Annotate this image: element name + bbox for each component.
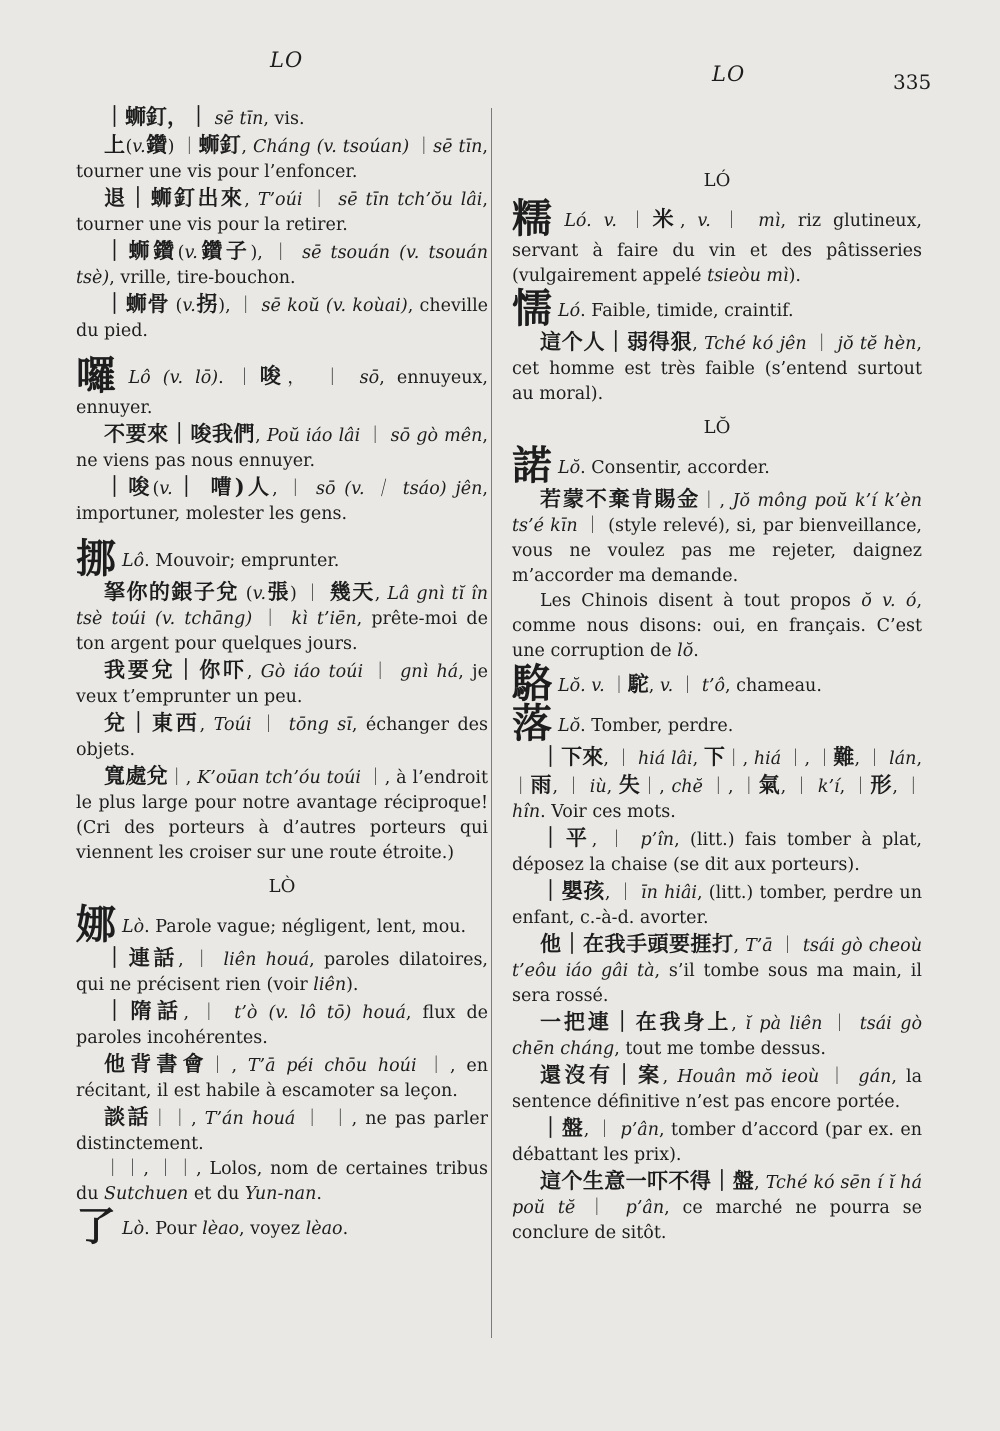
french-gloss: ,	[731, 1014, 746, 1034]
french-gloss: ,	[648, 676, 660, 696]
french-gloss: , ｜	[583, 1120, 621, 1140]
romanization: īn hiâi	[641, 883, 697, 903]
french-gloss: ｜	[252, 609, 292, 629]
romanization: mì	[758, 211, 781, 231]
entry-example	[512, 744, 922, 825]
french-gloss: , s’il tombe sous ma main, il sera rossé.	[512, 961, 922, 1006]
entry-example	[76, 291, 488, 344]
french-gloss: , (litt.) fais tomber à plat, déposez la chaise (se dit aux porteurs).	[512, 830, 922, 875]
french-gloss: , flux de paroles incohérentes.	[76, 1003, 488, 1048]
french-gloss: , ennuyeux, ennuyer.	[76, 368, 488, 418]
chinese-text: 若蒙不棄肯賜金	[540, 486, 701, 511]
french-gloss: ,	[246, 662, 261, 682]
romanization: Lô (v. lō)	[128, 368, 219, 388]
chinese-text: 他｜在我手頭要捱打	[540, 931, 734, 956]
romanization: v.	[182, 296, 196, 316]
french-gloss: , ｜	[854, 749, 890, 769]
chinese-text: 駝	[627, 671, 649, 696]
romanization: v.	[252, 584, 267, 604]
french-gloss: ｜ ｜, ne pas parler distinctement.	[76, 1109, 488, 1154]
dictionary-entry	[76, 901, 488, 948]
entry-example	[76, 1051, 488, 1104]
romanization: Sutchuen	[104, 1184, 189, 1204]
romanization: lán	[889, 749, 917, 769]
romanization: tōng sī	[288, 715, 352, 735]
french-gloss: , paroles dilatoires, qui ne précisent rien (voir	[76, 950, 488, 995]
chinese-text: 下	[703, 744, 725, 769]
french-gloss: , tourner une vis pour l’enfoncer.	[76, 137, 488, 182]
french-gloss: , cet homme est très faible (s’entend surtout au moral).	[512, 334, 922, 404]
romanization: gnì há	[400, 662, 459, 682]
romanization: Yun-nan	[244, 1184, 317, 1204]
french-gloss: ｜,	[208, 1056, 248, 1076]
french-gloss: ,	[754, 1173, 766, 1193]
entry-example	[512, 1009, 922, 1062]
headword-character: 落	[512, 700, 552, 747]
romanization: sē koŭ (v. koùai)	[261, 296, 408, 316]
entry-example	[512, 931, 922, 1009]
dictionary-entry	[512, 442, 922, 489]
chinese-text: 氣	[758, 772, 781, 797]
romanization: liên	[313, 975, 347, 995]
chinese-text: ｜嬰孩	[540, 878, 605, 903]
romanization: jŏ tĕ hèn	[837, 334, 917, 354]
romanization: p’ân	[620, 1120, 660, 1140]
french-gloss: , vrille, tire-bouchon.	[109, 268, 296, 288]
romanization: v.	[697, 211, 711, 231]
chinese-text: 蛳釘	[198, 132, 242, 157]
french-gloss: ｜,	[640, 777, 672, 797]
chinese-text: 這个人｜弱得狠	[540, 329, 693, 354]
romanization: sō	[359, 368, 380, 388]
french-gloss: et du	[188, 1184, 245, 1204]
french-gloss: ｜, ｜	[781, 749, 834, 769]
dictionary-entry	[512, 285, 922, 332]
romanization: Lŏ	[558, 458, 581, 478]
entry-example	[76, 104, 488, 132]
chinese-text: ｜蛳鑽	[104, 238, 178, 263]
french-gloss: ｜ (style relevé), si, par bienveillance, vous ne voulez pas me rejeter, daignez m’accorder ma demande.	[512, 516, 922, 586]
french-gloss: (	[238, 584, 253, 604]
chinese-text: 兌｜東西	[104, 710, 200, 735]
french-gloss: ,	[606, 777, 619, 797]
section-heading: LŎ	[703, 417, 731, 438]
romanization: sē tīn tch’ŏu lâi	[338, 190, 483, 210]
french-gloss: ,	[692, 749, 704, 769]
headword-character: 駱	[512, 660, 552, 707]
romanization: sē tsouán (v. tsouán tsè)	[76, 243, 488, 288]
chinese-text: 幾天	[329, 579, 375, 604]
chinese-text: 唆	[259, 363, 288, 388]
romanization: Lò	[122, 1219, 145, 1239]
romanization: Houân mŏ ieoù	[677, 1067, 820, 1087]
french-gloss: (	[152, 479, 160, 499]
french-gloss: . Pour	[144, 1219, 203, 1239]
chinese-text: ｜隋話	[104, 998, 184, 1023]
chinese-text: 米	[652, 206, 680, 231]
french-gloss: ｜,	[167, 768, 198, 788]
column-divider	[491, 108, 492, 1338]
romanization: iù	[589, 777, 607, 797]
french-gloss: ｜	[772, 936, 803, 956]
french-gloss: , tout me tombe dessus.	[614, 1039, 826, 1059]
entry-example	[512, 878, 922, 931]
headword-character: 糯	[512, 195, 559, 242]
romanization: hiá	[753, 749, 782, 769]
entry-spacer	[76, 344, 488, 356]
chinese-text: 鑽	[145, 132, 168, 157]
entry-example	[512, 1168, 922, 1246]
entry-example	[76, 421, 488, 474]
french-gloss: (	[177, 243, 185, 263]
chinese-text: 寬處兌	[104, 763, 168, 788]
french-gloss: , ｜	[183, 1003, 235, 1023]
french-gloss: , (litt.) tomber, perdre un enfant, c.-à-d. avorter.	[512, 883, 922, 928]
romanization: Ló	[558, 301, 581, 321]
french-gloss: , tomber d’accord (par ex. en débattant les prix).	[512, 1120, 922, 1165]
french-gloss: ).	[346, 975, 359, 995]
chinese-text: 他背書會	[104, 1051, 209, 1076]
french-gloss: , ｜	[178, 950, 224, 970]
entry-spacer	[76, 527, 488, 539]
french-gloss: . ｜	[218, 368, 260, 388]
french-gloss: ,	[374, 584, 388, 604]
french-gloss: ｜	[616, 211, 653, 231]
french-gloss: (	[169, 296, 183, 316]
chinese-text: ｜下來	[540, 744, 604, 769]
romanization: Lô	[122, 551, 145, 571]
romanization: lèao	[202, 1219, 240, 1239]
french-gloss: ,	[241, 137, 253, 157]
chinese-text: 不要來｜唆我們	[104, 421, 256, 446]
entry-example	[76, 1104, 488, 1157]
french-gloss: ｜	[604, 676, 628, 696]
dictionary-entry	[76, 352, 488, 421]
french-gloss: , vis.	[263, 109, 305, 129]
romanization: K’oūan tch’óu toúi	[197, 768, 362, 788]
entry-example	[76, 657, 488, 710]
page-number: 335	[893, 70, 932, 94]
french-gloss: Les Chinois disent à tout propos	[540, 591, 862, 611]
chinese-text: ｜蛳釘，｜	[104, 104, 209, 129]
headword-character: 了	[76, 1203, 116, 1250]
dictionary-entry	[76, 1203, 488, 1250]
romanization: p’în	[640, 830, 675, 850]
french-gloss: ,	[733, 936, 746, 956]
romanization: Toúi	[213, 715, 252, 735]
romanization: ĭ pà liên	[745, 1014, 823, 1034]
french-gloss: ｜	[575, 1198, 626, 1218]
romanization: T’ā péi chōu hoúi	[247, 1056, 417, 1076]
french-gloss: ｜	[360, 426, 391, 446]
entry-example	[512, 1062, 922, 1115]
chinese-text: ｜盤	[540, 1115, 584, 1140]
french-gloss: ,	[244, 190, 258, 210]
entry-example	[512, 329, 922, 407]
french-gloss: , ｜	[603, 749, 638, 769]
french-gloss: ｜	[363, 662, 401, 682]
french-gloss: , tourner une vis pour la retirer.	[76, 190, 488, 235]
french-gloss: , échanger des objets.	[76, 715, 488, 760]
french-gloss: . Faible, timide, craintif.	[580, 301, 794, 321]
french-gloss: , importuner, molester les gens.	[76, 479, 488, 524]
romanization: Tché kó sēn í ĭ há poŭ tĕ	[512, 1173, 923, 1218]
romanization: Gò iáo toúi	[260, 662, 364, 682]
headword-character: 娜	[76, 901, 116, 948]
chinese-text: 我要兌｜你吓	[104, 657, 247, 682]
romanization: Lŏ	[558, 716, 581, 736]
entry-example	[76, 998, 488, 1051]
running-header-left: LO	[270, 48, 304, 72]
chinese-text: 拏你的銀子兌	[104, 579, 239, 604]
romanization: lèao	[305, 1219, 343, 1239]
romanization: T’án houá	[204, 1109, 296, 1129]
entry-example	[512, 1115, 922, 1168]
romanization: tsái gò cheoù t’eôu iáo gâi tà	[512, 936, 922, 981]
romanization: v.	[132, 137, 146, 157]
chinese-text: 退｜蛳釘出來	[104, 185, 245, 210]
french-gloss: ｜	[806, 334, 838, 354]
romanization: gán	[858, 1067, 892, 1087]
entry-example	[512, 486, 922, 589]
romanization: kì t’iēn	[291, 609, 357, 629]
romanization: Tché kó jên	[704, 334, 807, 354]
romanization: sē tīn	[209, 109, 264, 129]
french-gloss: .	[693, 641, 699, 661]
romanization: k’í	[817, 777, 840, 797]
french-gloss: , je veux t’emprunter un peu.	[76, 662, 488, 707]
romanization: t’ô	[701, 676, 726, 696]
french-gloss: ｜	[409, 137, 434, 157]
entry-example	[512, 825, 922, 878]
french-gloss: , ｜	[512, 749, 923, 797]
entry-example	[76, 1157, 488, 1207]
french-gloss: ｜	[710, 211, 759, 231]
dictionary-entry	[512, 195, 922, 289]
french-gloss: ,	[255, 426, 267, 446]
romanization: liên houá	[223, 950, 310, 970]
romanization: chĕ	[671, 777, 703, 797]
french-gloss: , ce marché ne pourra se conclure de sitôt.	[512, 1198, 922, 1243]
french-gloss: ｜｜, ｜｜, Lolos, nom de certaines tribus du	[76, 1159, 488, 1204]
running-header-right: LO	[712, 62, 746, 86]
french-gloss: ｜,	[700, 491, 733, 511]
french-gloss: . Voir ces mots.	[540, 802, 676, 822]
french-gloss: , la sentence définitive n’est pas encore portée.	[512, 1067, 922, 1112]
section-heading: LÒ	[268, 876, 296, 897]
chinese-text: 形	[870, 772, 893, 797]
french-gloss: ｜	[822, 1014, 860, 1034]
french-gloss: .	[342, 1219, 349, 1239]
romanization: Lŏ. v.	[558, 676, 605, 696]
romanization: Lò	[122, 917, 145, 937]
french-gloss: ｜, en récitant, il est habile à escamoter sa leçon.	[76, 1056, 488, 1101]
chinese-text: 雨	[530, 772, 553, 797]
french-gloss: . Parole vague; négligent, lent, mou.	[144, 917, 467, 937]
entry-example	[76, 474, 488, 527]
french-gloss: , ｜	[839, 777, 871, 797]
french-gloss: , prête-moi de ton argent pour quelques jours.	[76, 609, 488, 654]
french-gloss: ), ｜	[218, 296, 262, 316]
french-gloss: .	[316, 1184, 322, 1204]
chinese-text: 還沒有｜案	[540, 1062, 663, 1087]
french-gloss: ) ｜	[167, 137, 199, 157]
chinese-text: 失	[618, 772, 641, 797]
romanization: tsieòu mì	[707, 266, 789, 286]
french-gloss: ｜, ｜	[702, 777, 759, 797]
french-gloss: . Tomber, perdre.	[580, 716, 734, 736]
french-gloss: ｜	[673, 676, 702, 696]
romanization: sē tīn	[433, 137, 483, 157]
chinese-text: 談話	[104, 1104, 152, 1129]
romanization: Ló. v.	[564, 211, 617, 231]
romanization: p’ân	[625, 1198, 665, 1218]
chinese-text: 一把連｜在我身上	[540, 1009, 732, 1034]
french-gloss: , riz glutineux, servant à faire du vin et des pâtisseries (vulgairement appelé	[512, 211, 922, 286]
headword-character: 懦	[512, 285, 552, 332]
french-gloss: , ｜	[591, 830, 641, 850]
romanization: v.	[159, 479, 173, 499]
romanization: sō gò mên	[390, 426, 483, 446]
french-gloss: . Mouvoir; emprunter.	[144, 551, 340, 571]
french-gloss: ) ｜	[289, 584, 330, 604]
chinese-text: 難	[833, 744, 855, 769]
french-gloss: , chameau.	[725, 676, 822, 696]
chinese-text: ｜唆	[104, 474, 153, 499]
romanization: Cháng (v. tsoúan)	[252, 137, 410, 157]
entry-example	[76, 579, 488, 657]
romanization: ŏ v. ó	[861, 591, 917, 611]
romanization: lŏ	[677, 641, 694, 661]
dictionary-entry	[512, 700, 922, 747]
romanization: Poŭ iáo lâi	[266, 426, 361, 446]
romanization: Jŏ mông poŭ k’í k’èn ts’é kīn	[512, 491, 922, 536]
chinese-text: 拐	[195, 291, 219, 316]
headword-character: 諾	[512, 442, 552, 489]
french-gloss: ,	[199, 715, 214, 735]
french-gloss: , ne viens pas nous ennuyer.	[76, 426, 488, 471]
romanization: tsái gò chēn cháng	[512, 1014, 922, 1059]
french-gloss: ,	[692, 334, 705, 354]
entry-example	[76, 132, 488, 185]
dictionary-entry	[512, 660, 922, 707]
romanization: T’oúi	[257, 190, 303, 210]
french-gloss: , comme nous disons: oui, en français. C’est une corruption de	[512, 591, 923, 661]
chinese-text: 張	[266, 579, 290, 604]
french-gloss: , cheville du pied.	[76, 296, 489, 341]
romanization: t’ò (v. lô tō) houá	[234, 1003, 406, 1023]
dictionary-entry	[76, 535, 488, 582]
headword-character: 囉	[76, 352, 123, 399]
french-gloss: ).	[788, 266, 801, 286]
french-gloss: ｜, à l’endroit le plus large pour notre avantage réciproque! (Cri des porteurs à d’autres porteurs qui viennent les croiser sur une route étroite.)	[76, 768, 488, 863]
entry-example	[76, 945, 488, 998]
chinese-text: ｜平	[540, 825, 592, 850]
french-gloss: ｜,	[725, 749, 754, 769]
romanization: sō (v. ｜ tsáo) jên	[316, 479, 483, 499]
headword-character: 挪	[76, 535, 116, 582]
romanization: T’ā	[745, 936, 773, 956]
french-gloss: ,	[679, 211, 698, 231]
french-gloss: (	[125, 137, 133, 157]
chinese-text: 上	[104, 132, 126, 157]
french-gloss: ｜	[819, 1067, 859, 1087]
entry-example	[76, 763, 488, 866]
french-gloss: ， ｜	[287, 368, 360, 388]
romanization: v.	[659, 676, 674, 696]
romanization: v.	[184, 243, 198, 263]
left-column	[76, 104, 489, 1250]
french-gloss: , ｜	[780, 777, 818, 797]
french-gloss: , ｜	[552, 777, 590, 797]
entry-example	[76, 710, 488, 763]
romanization: hiá lâi	[637, 749, 693, 769]
french-gloss: . Consentir, accorder.	[580, 458, 770, 478]
french-gloss: ｜	[251, 715, 289, 735]
french-gloss: , ｜	[892, 777, 922, 797]
french-gloss: ｜｜,	[151, 1109, 205, 1129]
chinese-text: ｜ 嘈)人	[172, 474, 273, 499]
french-gloss: ｜	[302, 190, 339, 210]
chinese-text: 這个生意一吓不得｜盤	[540, 1168, 755, 1193]
entry-example	[76, 185, 488, 238]
chinese-text: ｜連話	[104, 945, 179, 970]
chinese-text: 鑽子	[197, 238, 251, 263]
chinese-text: ｜蛳骨	[104, 291, 170, 316]
romanization: Lâ gnì tĭ în tsè toúi (v. tchāng)	[76, 584, 489, 629]
french-gloss: ,	[662, 1067, 678, 1087]
entry-example	[512, 589, 922, 664]
romanization: hîn	[512, 802, 541, 822]
french-gloss: , ｜	[604, 883, 642, 903]
right-column	[512, 160, 922, 1246]
french-gloss: , voyez	[239, 1219, 306, 1239]
french-gloss: , ｜	[272, 479, 317, 499]
entry-example	[76, 238, 488, 291]
section-heading: LÓ	[703, 170, 731, 191]
french-gloss: ), ｜	[250, 243, 303, 263]
